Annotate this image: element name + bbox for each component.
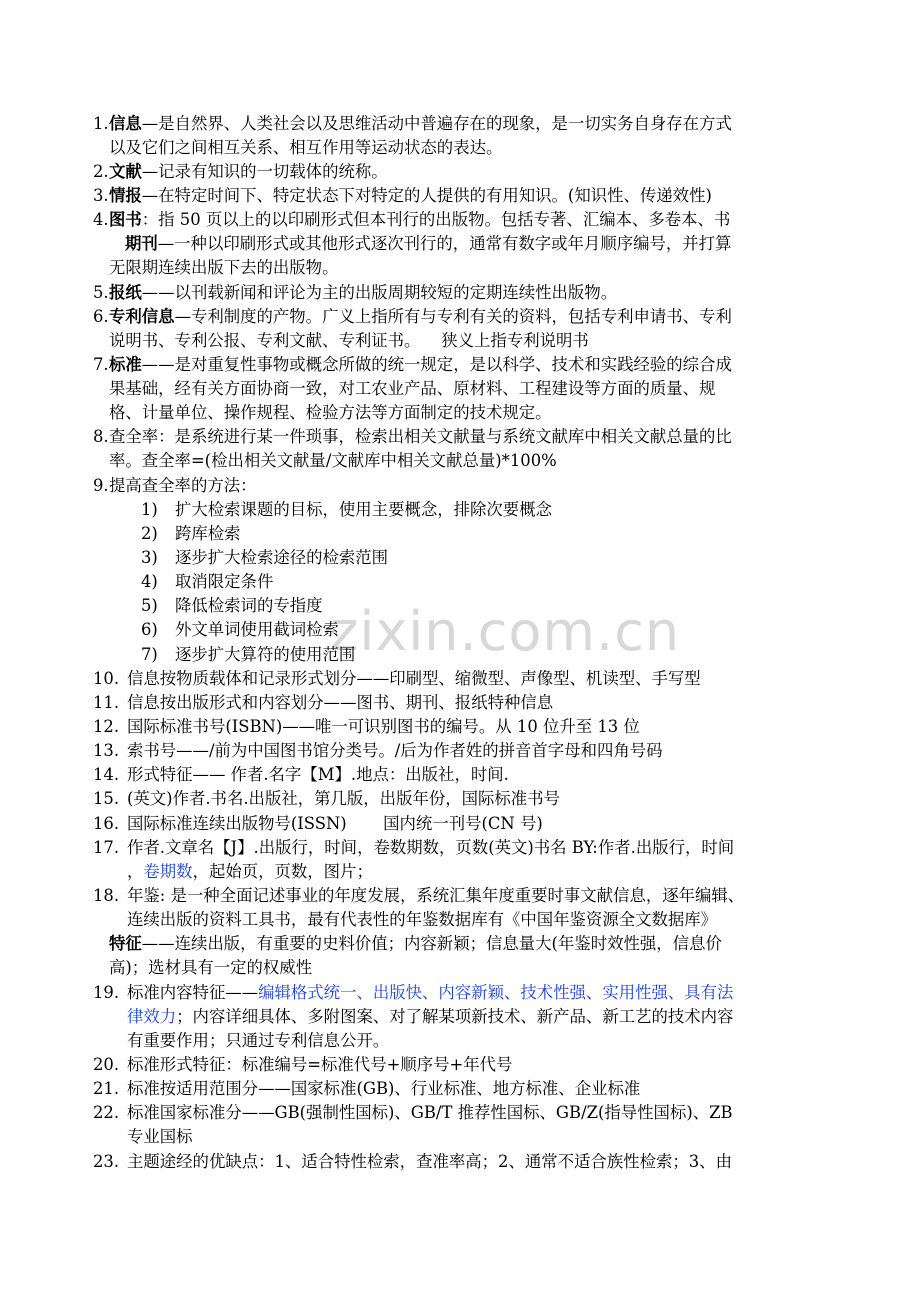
item-text: 率。查全率=(检出相关文献量/文献库中相关文献总量)*100% [109,451,557,470]
item-text: 国际标准书号(ISBN)——唯一可识别图书的编号。从 10 位升至 13 位 [127,717,640,736]
item-text: —是自然界、人类社会以及思维活动中普遍存在的现象，是一切实务自身存在方式 [141,114,732,133]
highlighted-text: 卷期数 [143,862,193,881]
item-text: 以及它们之间相互关系、相互作用等运动状态的表达。 [109,138,503,157]
method-text: 取消限定条件 [175,572,274,591]
item-number: 9. [93,476,109,495]
item-text: ——连续出版，有重要的史料价值；内容新颖；信息量大(年鉴时效性强，信息价 [141,934,722,953]
item-text: 有重要作用；只通过专利信息公开。 [127,1031,390,1050]
item-text: 索书号——/前为中国图书馆分类号。/后为作者姓的拼音首字母和四角号码 [127,741,663,760]
method-number: 5) [141,596,158,615]
item-text: 专业国标 [127,1127,193,1146]
item-number: 22. [93,1103,120,1122]
item-text: 信息按出版形式和内容划分——图书、期刊、报纸特种信息 [127,693,554,712]
item-text: 信息按物质载体和记录形式划分——印刷型、缩微型、声像型、机读型、手写型 [127,669,701,688]
method-text: 外文单词使用截词检索 [175,620,339,639]
item-number: 12. [93,717,120,736]
item-number: 19. [93,983,120,1002]
item-number: 20. [93,1055,120,1074]
item-number: 23. [93,1152,120,1171]
item-text: 查全率：是系统进行某一件琐事，检索出相关文献量与系统文献库中相关文献总量的比 [109,427,732,446]
method-number: 7) [141,645,158,664]
item-number: 18. [93,886,120,905]
item-text: 高)；选材具有一定的权威性 [109,958,313,977]
item-number: 1. [93,114,109,133]
term: 文献 [109,162,142,181]
watermark: zixin.com.cn [330,600,681,663]
term: 专利信息 [109,307,175,326]
item-text: —记录有知识的一切载体的统称。 [141,162,388,181]
term: 标准 [109,355,142,374]
method-number: 6) [141,620,158,639]
item-text: 标准形式特征：标准编号=标准代号+顺序号+年代号 [127,1055,513,1074]
item-text: 无限期连续出版下去的出版物。 [109,258,339,277]
term: 图书 [109,210,142,229]
item-text: ，起始页，页数，图片； [192,862,373,881]
item-text: ：指 50 页以上的以印刷形式但本刊行的出版物。包括专著、汇编本、多卷本、书 [141,210,731,229]
item-text: ， [127,862,144,881]
item-text: 连续出版的资料工具书，最有代表性的年鉴数据库有《中国年鉴资源全文数据库》 [127,910,718,929]
item-text: —专利制度的产物。广义上指所有与专利有关的资料，包括专利申请书、专利 [174,307,732,326]
method-text: 逐步扩大算符的使用范围 [175,645,356,664]
method-text: 逐步扩大检索途径的检索范围 [175,548,389,567]
method-number: 1) [141,500,158,519]
method-number: 4) [141,572,158,591]
item-number: 21. [93,1079,120,1098]
item-number: 8. [93,427,109,446]
method-number: 2) [141,524,158,543]
item-text: 作者.文章名【J】.出版行，时间，卷数期数，页数(英文)书名 BY:作者.出版行，时间 [127,838,735,857]
term: 信息 [109,114,142,133]
item-text: 提高查全率的方法： [109,476,257,495]
item-number: 2. [93,162,109,181]
item-text: (英文)作者.书名.出版社，第几版，出版年份，国际标准书号 [127,789,560,808]
item-number: 7. [93,355,109,374]
item-number: 5. [93,283,109,302]
item-text: 国际标准连续出版物号(ISSN) 国内统一刊号(CN 号) [127,814,543,833]
item-text: 形式特征—— 作者.名字【M】.地点：出版社，时间. [127,765,509,784]
term: 期刊 [125,234,158,253]
item-text: 说明书、专利公报、专利文献、专利证书。 狭义上指专利说明书 [109,331,589,350]
item-number: 10. [93,669,120,688]
method-number: 3) [141,548,158,567]
item-text: —在特定时间下、特定状态下对特定的人提供的有用知识。(知识性、传递效性) [141,186,712,205]
item-number: 6. [93,307,109,326]
term: 特征 [109,934,142,953]
item-text: 主题途经的优缺点：1、适合特性检索，查准率高；2、通常不适合族性检索；3、由 [127,1152,732,1171]
highlighted-text: 律效力 [127,1007,177,1026]
item-text: ——是对重复性事物或概念所做的统一规定，是以科学、技术和实践经验的综合成 [141,355,732,374]
item-text: 果基础，经有关方面协商一致，对工农业产品、原材料、工程建设等方面的质量、规 [109,379,716,398]
highlighted-text: 编辑格式统一、出版快、内容新颖、技术性强、实用性强、具有法 [258,983,734,1002]
item-number: 11. [93,693,120,712]
item-text: ——以刊载新闻和评论为主的出版周期较短的定期连续性出版物。 [141,283,618,302]
item-number: 3. [93,186,109,205]
item-text: 格、计量单位、操作规程、检验方法等方面制定的技术规定。 [109,403,552,422]
item-number: 16. [93,814,120,833]
method-text: 降低检索词的专指度 [175,596,323,615]
item-text: 年鉴: 是一种全面记述事业的年度发展，系统汇集年度重要时事文献信息，逐年编辑、 [127,886,745,905]
item-text: 标准国家标准分——GB(强制性国标)、GB/T 推荐性国标、GB/Z(指导性国标)、ZB [127,1103,733,1122]
term: 报纸 [109,283,142,302]
item-text: 标准按适用范围分——国家标准(GB)、行业标准、地方标准、企业标准 [127,1079,641,1098]
item-number: 4. [93,210,109,229]
item-number: 14. [93,765,120,784]
method-text: 扩大检索课题的目标，使用主要概念，排除次要概念 [175,500,552,519]
term: 情报 [109,186,142,205]
item-text: —一种以印刷形式或其他形式逐次刊行的，通常有数字或年月顺序编号，并打算 [157,234,732,253]
method-text: 跨库检索 [175,524,241,543]
item-text: ；内容详细具体、多附图案、对了解某项新技术、新产品、新工艺的技术内容 [176,1007,734,1026]
item-number: 13. [93,741,120,760]
item-number: 17. [93,838,120,857]
item-text: 标准内容特征—— [127,983,259,1002]
item-number: 15. [93,789,120,808]
